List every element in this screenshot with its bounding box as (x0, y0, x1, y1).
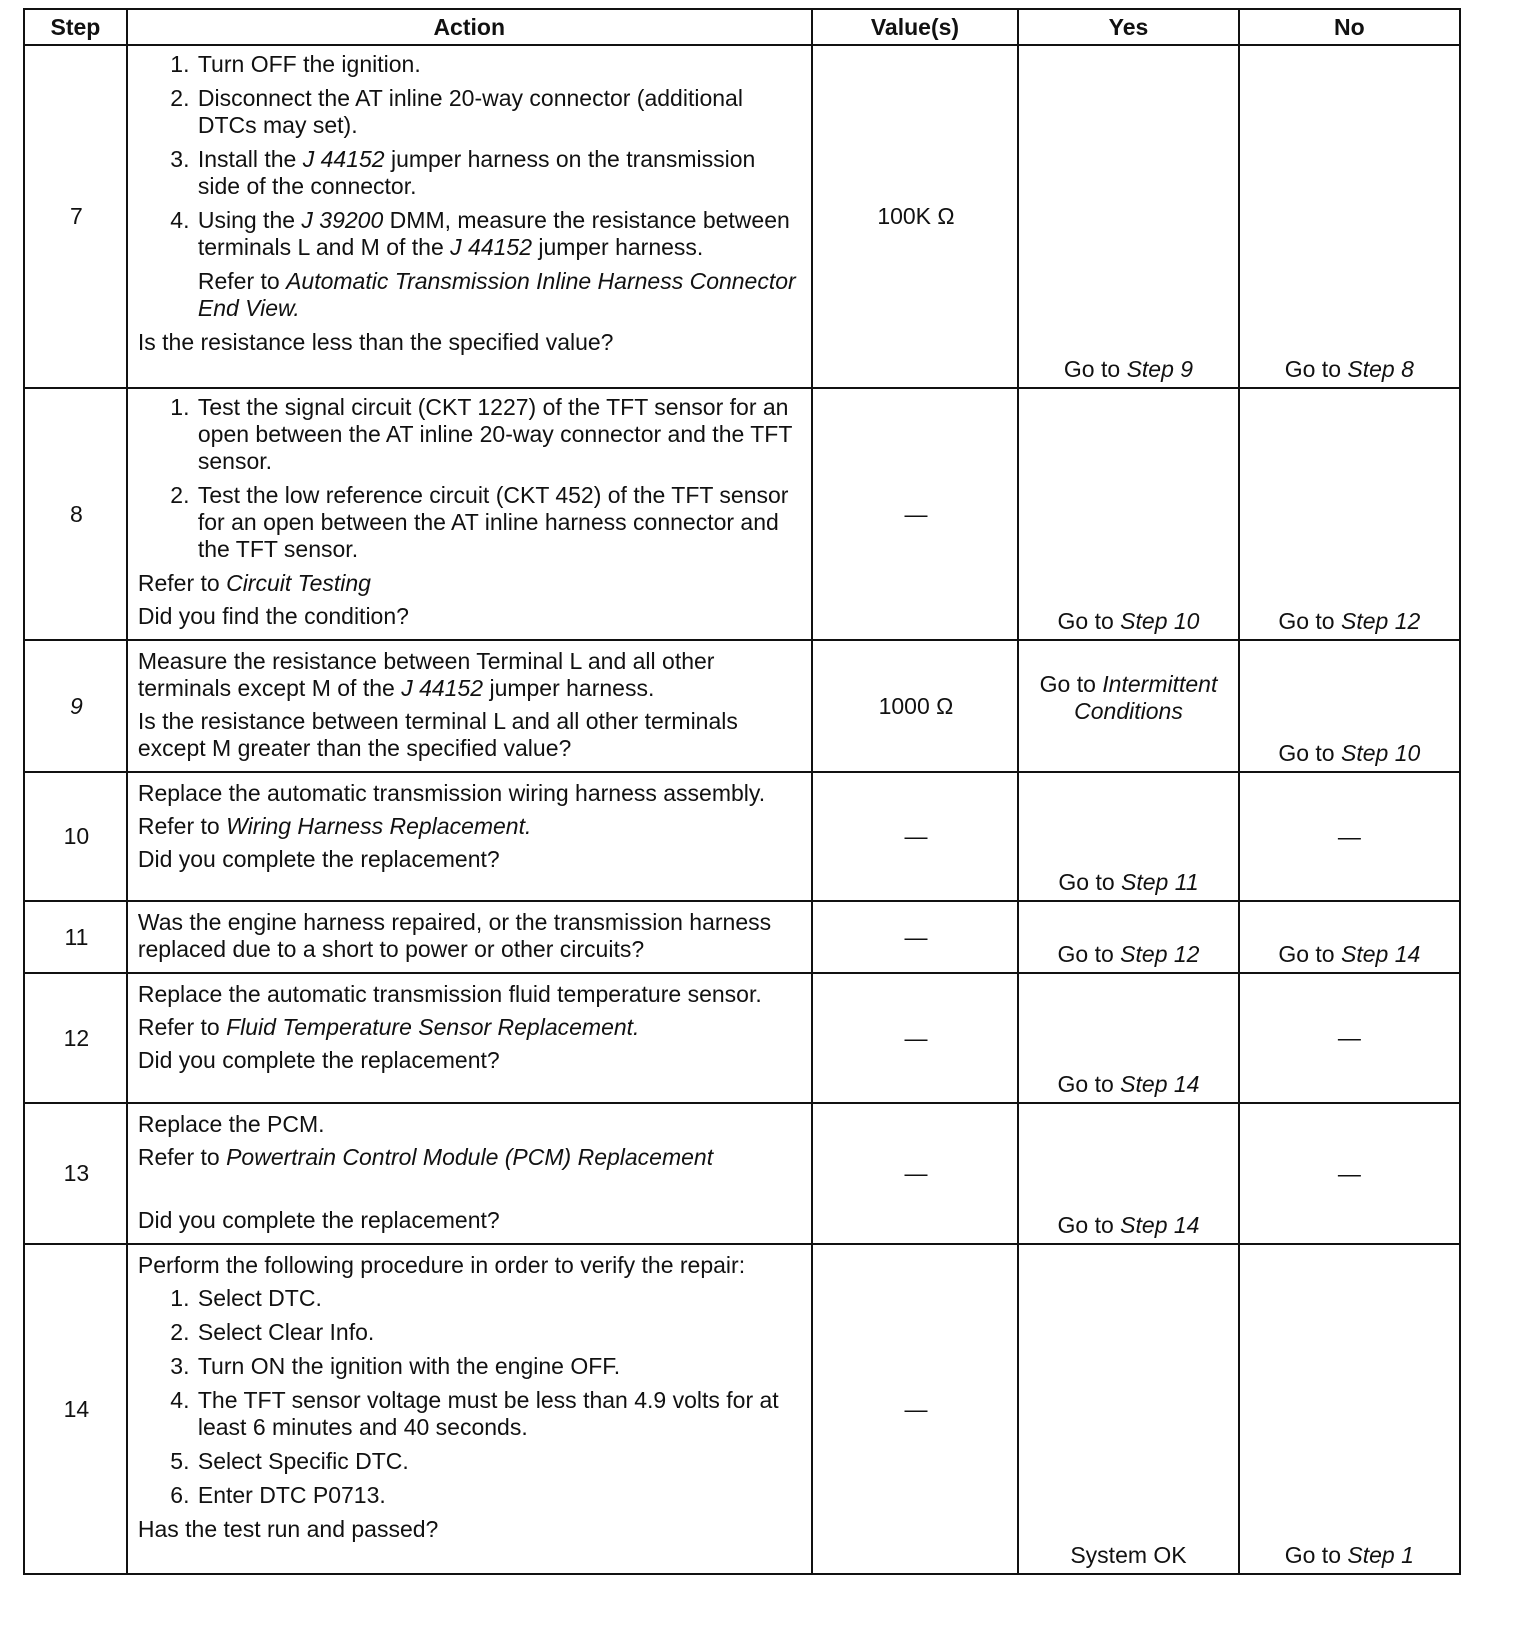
yes-result[interactable] (1019, 1071, 1237, 1098)
step-link[interactable]: Step 10 (1341, 740, 1421, 766)
refer-line (196, 268, 803, 322)
step-number: 12 (24, 973, 127, 1103)
go-to: Go to (1278, 740, 1341, 766)
list-item: 3. Turn ON the ignition with the engine OFF. (196, 1353, 803, 1380)
list-item: 4. The TFT sensor voltage must be less than 4.9 volts for at least 6 minutes and 40 seconds. (196, 1387, 803, 1441)
no-result: — (1337, 1160, 1361, 1186)
step-link[interactable]: Step 8 (1347, 356, 1414, 382)
question: Did you find the condition? (137, 603, 409, 629)
refer-link[interactable]: Wiring Harness Replacement. (226, 813, 532, 839)
refer-line (138, 1014, 803, 1041)
refer-link[interactable]: Fluid Temperature Sensor Replacement. (226, 1014, 640, 1040)
question: Is the resistance between terminal L and all other terminals except M greater than the specified value? (137, 708, 738, 761)
yes-cell (1018, 772, 1238, 901)
no-result[interactable] (1240, 941, 1459, 968)
value-cell: — (812, 973, 1019, 1103)
instruction-list (138, 1285, 803, 1509)
step-link[interactable]: Step 12 (1341, 608, 1421, 634)
no-cell (1239, 640, 1460, 772)
header-yes: Yes (1018, 9, 1238, 45)
no-result: — (1337, 823, 1361, 849)
no-cell (1239, 901, 1460, 973)
yes-cell (1018, 388, 1238, 640)
go-to: Go to (1063, 356, 1127, 382)
no-cell (1239, 1244, 1460, 1574)
refer-prefix: Refer to (137, 1014, 227, 1040)
step-link[interactable]: Step 14 (1341, 941, 1421, 967)
tool-reference: J 44152 (450, 234, 532, 260)
step-link[interactable]: Step 12 (1120, 941, 1200, 967)
instruction: Perform the following procedure in order to verify the repair: (137, 1252, 746, 1278)
list-item: 2. Test the low reference circuit (CKT 452) of the TFT sensor for an open between the AT inline harness connector and the TFT sensor. (196, 482, 803, 563)
action-cell (127, 973, 812, 1103)
header-action: Action (127, 9, 812, 45)
instruction: Replace the automatic transmission wiring harness assembly. (137, 780, 766, 806)
list-item: 2. Disconnect the AT inline 20-way connector (additional DTCs may set). (196, 85, 803, 139)
step-link[interactable]: Step 14 (1120, 1212, 1200, 1238)
question: Has the test run and passed? (137, 1516, 439, 1542)
step-link[interactable]: Step 9 (1126, 356, 1194, 382)
go-to: Go to (1278, 941, 1341, 967)
header-values: Value(s) (812, 9, 1019, 45)
question: Is the resistance less than the specified value? (137, 329, 614, 355)
yes-result[interactable] (1019, 608, 1237, 635)
refer-line (138, 813, 803, 840)
instruction (138, 648, 803, 702)
yes-result[interactable] (1019, 671, 1237, 725)
table-row-step-14 (24, 1244, 1460, 1574)
text: DMM, measure the resistance between terminals L and M of the (197, 207, 790, 260)
header-row (24, 9, 1460, 45)
text: Install the (197, 146, 303, 172)
table-row-step-8 (24, 388, 1460, 640)
refer-line (138, 570, 803, 597)
refer-link[interactable]: Automatic Transmission Inline Harness Connector End View. (197, 268, 796, 321)
table-row-step-12 (24, 973, 1460, 1103)
yes-cell (1018, 901, 1238, 973)
no-result: — (1337, 1024, 1361, 1051)
yes-cell (1018, 45, 1238, 388)
list-item: 1. Select DTC. (196, 1285, 803, 1312)
list-item (196, 146, 803, 200)
step-link[interactable]: Intermittent Conditions (1074, 671, 1218, 724)
action-cell (127, 388, 812, 640)
spacer (138, 1177, 803, 1203)
refer-link[interactable]: Powertrain Control Module (PCM) Replacement (226, 1144, 714, 1170)
no-result[interactable] (1240, 608, 1459, 635)
step-link[interactable]: Step 10 (1120, 608, 1200, 634)
question: Did you complete the replacement? (137, 1207, 500, 1233)
instruction: Replace the automatic transmission fluid temperature sensor. (137, 981, 762, 1007)
text: jumper harness. (483, 675, 655, 701)
go-to: Go to (1284, 1542, 1348, 1568)
no-cell (1239, 45, 1460, 388)
value-cell: — (812, 1103, 1019, 1244)
tool-reference: J 39200 (301, 207, 384, 233)
list-item: 1. Turn OFF the ignition. (196, 51, 803, 78)
no-cell (1239, 973, 1460, 1103)
list-item: 5. Select Specific DTC. (196, 1448, 803, 1475)
step-number: 13 (24, 1103, 127, 1244)
instruction: Replace the PCM. (137, 1111, 325, 1137)
table-row-step-10 (24, 772, 1460, 901)
go-to: Go to (1058, 869, 1122, 895)
value-cell: — (812, 901, 1019, 973)
header-step: Step (24, 9, 127, 45)
table-row-step-11 (24, 901, 1460, 973)
no-result[interactable] (1240, 740, 1459, 767)
instruction-list (138, 51, 803, 322)
text: Using the (197, 207, 302, 233)
tool-reference: J 44152 (302, 146, 385, 172)
go-to: Go to (1057, 1071, 1121, 1097)
action-cell (127, 1244, 812, 1574)
diagnostic-table (23, 8, 1461, 1575)
yes-cell (1018, 1103, 1238, 1244)
step-link[interactable]: Step 1 (1347, 1542, 1414, 1568)
no-cell (1239, 1103, 1460, 1244)
refer-prefix: Refer to (137, 570, 227, 596)
table-row-step-7 (24, 45, 1460, 388)
refer-line (138, 1144, 803, 1171)
list-item: 1. Test the signal circuit (CKT 1227) of the TFT sensor for an open between the AT inline 20-way connector and the TFT sensor. (196, 394, 803, 475)
step-link[interactable]: Step 11 (1121, 869, 1199, 895)
step-link[interactable]: Step 14 (1120, 1071, 1200, 1097)
no-cell (1239, 388, 1460, 640)
refer-link[interactable]: Circuit Testing (226, 570, 371, 596)
no-result[interactable] (1240, 1542, 1459, 1569)
step-number: 10 (24, 772, 127, 901)
list-item: 2. Select Clear Info. (196, 1319, 803, 1346)
no-result[interactable] (1240, 356, 1459, 383)
go-to: Go to (1278, 608, 1341, 634)
refer-prefix: Refer to (197, 268, 287, 294)
refer-prefix: Refer to (137, 1144, 227, 1170)
yes-result[interactable] (1019, 1212, 1237, 1239)
step-number: 11 (24, 901, 127, 973)
list-item: 6. Enter DTC P0713. (196, 1482, 803, 1509)
action-cell (127, 772, 812, 901)
instruction-list (138, 394, 803, 563)
go-to: Go to (1057, 1212, 1121, 1238)
value-cell: — (812, 388, 1019, 640)
yes-result[interactable] (1019, 356, 1237, 383)
value-cell: 1000 Ω (812, 640, 1019, 772)
no-cell (1239, 772, 1460, 901)
value-cell: 100K Ω (812, 45, 1019, 388)
action-cell (127, 45, 812, 388)
header-no: No (1239, 9, 1460, 45)
refer-prefix: Refer to (137, 813, 227, 839)
yes-result[interactable] (1019, 869, 1237, 896)
question: Was the engine harness repaired, or the transmission harness replaced due to a short to power or other circuits? (137, 909, 772, 962)
value-cell: — (812, 1244, 1019, 1574)
go-to: Go to (1284, 356, 1348, 382)
step-number: 14 (24, 1244, 127, 1574)
question: Did you complete the replacement? (137, 846, 500, 872)
text: jumper harness on the transmission side of the connector. (197, 146, 756, 199)
question: Did you complete the replacement? (137, 1047, 500, 1073)
value-cell: — (812, 772, 1019, 901)
yes-cell (1018, 973, 1238, 1103)
list-item (196, 207, 803, 261)
yes-cell (1018, 1244, 1238, 1574)
action-cell (127, 901, 812, 973)
step-number: 8 (24, 388, 127, 640)
go-to: Go to (1039, 671, 1103, 697)
go-to: Go to (1057, 941, 1121, 967)
text: jumper harness. (532, 234, 704, 260)
yes-cell (1018, 640, 1238, 772)
action-cell (127, 640, 812, 772)
step-number: 9 (24, 640, 127, 772)
tool-reference: J 44152 (401, 675, 484, 701)
go-to: Go to (1057, 608, 1121, 634)
step-number: 7 (24, 45, 127, 388)
text: Measure the resistance between Terminal L and all other terminals except M of the (137, 648, 715, 701)
yes-result: System OK (1070, 1542, 1187, 1568)
table-row-step-13 (24, 1103, 1460, 1244)
table-row-step-9 (24, 640, 1460, 772)
action-cell (127, 1103, 812, 1244)
yes-result[interactable] (1019, 941, 1237, 968)
